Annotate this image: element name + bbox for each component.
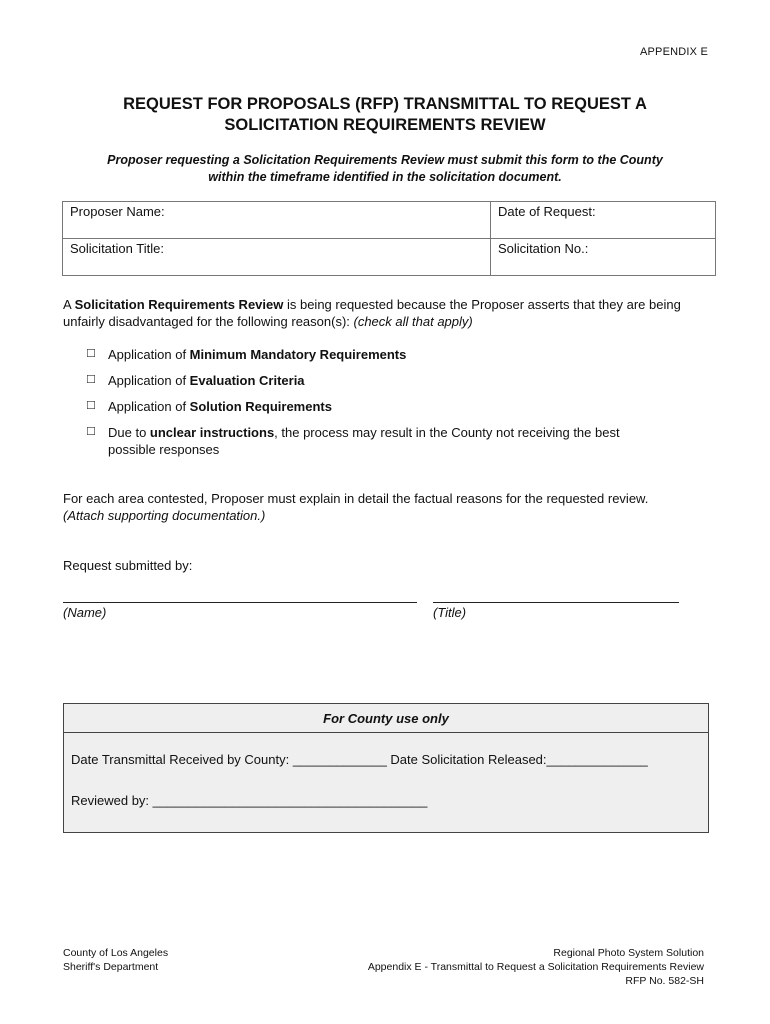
title-line[interactable] [433,590,679,603]
submitted-by-label: Request submitted by: [63,558,193,573]
proposer-info-table [62,201,716,276]
checkbox-icon[interactable]: ☐ [86,348,96,360]
county-use-heading: For County use only [64,704,708,733]
page-title [0,94,770,136]
footer-appendix: Appendix E - Transmittal to Request a Solicitation Requirements Review [367,961,704,973]
reason-unclear-instructions [86,424,686,458]
reason-checklist [86,346,686,467]
title-label: (Title) [433,605,467,620]
solicitation-title-field[interactable]: Solicitation Title: [63,239,491,276]
explain-paragraph [63,490,713,524]
reason-text: Application of Minimum Mandatory Requirements [108,347,407,362]
explain-line-1: For each area contested, Proposer must explain in detail the factual reasons for the requested review. [63,491,649,506]
footer-county: County of Los Angeles [63,947,169,959]
intro-bold: Solicitation Requirements Review [74,297,284,312]
transmittal-dates-row[interactable]: Date Transmittal Received by County: _____________ Date Solicitation Released:______________ [71,752,648,767]
footer-project: Regional Photo System Solution [553,947,704,959]
solicitation-no-field[interactable]: Solicitation No.: [491,239,716,276]
footer-department: Sheriff's Department [63,961,159,973]
intro-paragraph [63,296,713,330]
instructions-subtitle [0,152,770,186]
subtitle-line-2: within the timeframe identified in the solicitation document. [208,170,562,184]
reason-solution-requirements [86,398,686,415]
checkbox-icon[interactable]: ☐ [86,426,96,438]
reason-evaluation-criteria [86,372,686,389]
title-signature-block [433,590,679,620]
intro-prefix: A [63,297,75,312]
date-of-request-field[interactable]: Date of Request: [491,202,716,239]
footer-rfp-number: RFP No. 582-SH [625,975,704,987]
checkbox-icon[interactable]: ☐ [86,400,96,412]
appendix-label: APPENDIX E [639,46,708,58]
explain-line-2: (Attach supporting documentation.) [63,508,266,523]
subtitle-line-1: Proposer requesting a Solicitation Requirements Review must submit this form to the County [107,153,663,167]
name-label: (Name) [63,605,107,620]
footer-right [368,946,704,988]
name-line[interactable] [63,590,417,603]
reason-minimum-mandatory [86,346,686,363]
proposer-name-field[interactable]: Proposer Name: [63,202,491,239]
county-use-box [63,703,709,833]
reason-text: Due to unclear instructions, the process may result in the County not receiving the best possible responses [108,425,620,457]
intro-italic: (check all that apply) [353,314,473,329]
reviewed-by-row[interactable]: Reviewed by: ______________________________________ [71,793,428,808]
title-line-1: REQUEST FOR PROPOSALS (RFP) TRANSMITTAL TO REQUEST A [123,95,647,113]
intro-rest: is being requested because the Proposer asserts that they are being unfairly disadvantaged for the following reason(s): [63,297,681,329]
reason-text: Application of Evaluation Criteria [108,373,305,388]
footer-left [63,946,168,974]
checkbox-icon[interactable]: ☐ [86,374,96,386]
name-signature-block [63,590,417,620]
reason-text: Application of Solution Requirements [108,399,332,414]
title-line-2: SOLICITATION REQUIREMENTS REVIEW [224,116,546,134]
